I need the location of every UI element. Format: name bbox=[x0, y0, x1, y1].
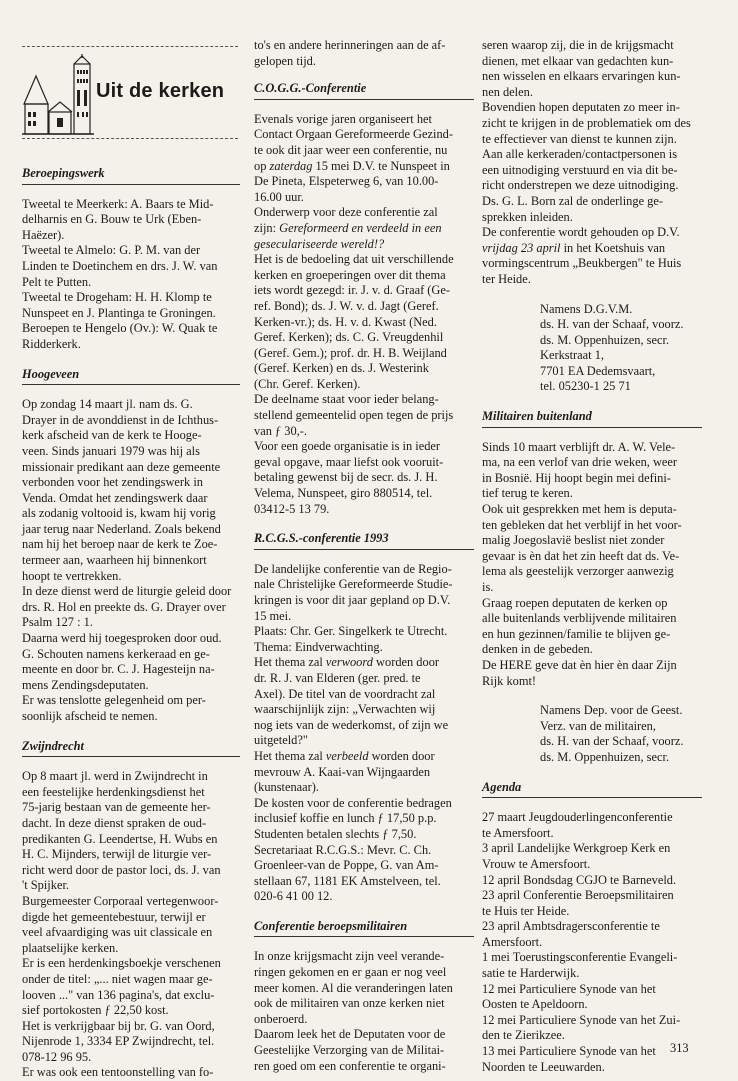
text-line: Groenleer-van de Poppe, G. van Am- bbox=[254, 858, 439, 873]
text-line: veen. Sinds januari 1979 was hij als bbox=[22, 443, 200, 458]
text-line: Amersfoort. bbox=[482, 934, 543, 949]
text-line: 7701 EA Dedemsvaart, bbox=[540, 363, 656, 378]
text-line: 12 april Bondsdag CGJO te Barneveld. bbox=[482, 872, 677, 887]
header-top-rule bbox=[22, 46, 238, 47]
text-line: ren goed om een conferentie te organi- bbox=[254, 1058, 446, 1073]
text-line: 078-12 96 95. bbox=[22, 1049, 92, 1064]
agenda-list bbox=[482, 810, 702, 1075]
text-line: ringen gekomen en er gaan er nog veel bbox=[254, 965, 447, 980]
text-line: termeer aan, waarheen hij binnenkort bbox=[22, 553, 207, 568]
text-line: denken in de gebeden. bbox=[482, 642, 593, 657]
text-line: mevrouw A. Kaai-van Wijngaarden bbox=[254, 764, 431, 779]
text-line: en hun gezinnen/familie te blijven ge- bbox=[482, 626, 671, 641]
heading-beroepingswerk: Beroepingswerk bbox=[22, 166, 240, 185]
beroepsmilitairen-text bbox=[254, 949, 474, 1074]
text-line: 27 maart Jeugdouderlingenconferentie bbox=[482, 810, 673, 825]
text-line: Voor een goede organisatie is in ieder bbox=[254, 439, 441, 454]
text-line: Namens D.G.V.M. bbox=[540, 301, 633, 316]
church-icon bbox=[22, 54, 94, 136]
text-line: kerken en groeperingen over dit thema bbox=[254, 267, 446, 282]
text-line: Contact Orgaan Gereformeerde Gezind- bbox=[254, 127, 453, 142]
text-line: G. Schouten namens kerkeraad en ge- bbox=[22, 646, 210, 661]
text-line: Thema: Eindverwachting. bbox=[254, 639, 383, 654]
text-line: Tweetal te Meerkerk: A. Baars te Mid- bbox=[22, 196, 214, 211]
hoogeveen-text bbox=[22, 397, 240, 724]
text-line: Oosten te Apeldoorn. bbox=[482, 997, 588, 1012]
text-line: Op 8 maart jl. werd in Zwijndrecht in bbox=[22, 769, 208, 784]
text-line: den te Zierikzee. bbox=[482, 1028, 565, 1043]
signature-geestelijke-verzorging bbox=[540, 703, 702, 765]
beroepingswerk-text bbox=[22, 197, 240, 353]
text-line: 1 mei Toerustingsconferentie Evangeli- bbox=[482, 950, 678, 965]
text-line: Er is een herdenkingsboekje verschenen bbox=[22, 956, 221, 971]
text-line: predikanten G. Leendertse, H. Wubs en bbox=[22, 831, 218, 846]
text-line: Noorden te Leeuwarden. bbox=[482, 1059, 605, 1074]
text-line: Geestelijke Verzorging van de Militai- bbox=[254, 1043, 445, 1058]
text-line: Drayer in de avonddienst in de Ichthus- bbox=[22, 412, 219, 427]
text-line: ds. H. van der Schaaf, voorz. bbox=[540, 734, 684, 749]
text-line: In onze krijgsmacht zijn veel verande- bbox=[254, 949, 445, 964]
text-line: Onderwerp voor deze conferentie zal bbox=[254, 205, 438, 220]
text-line: ds. H. van der Schaaf, voorz. bbox=[540, 317, 684, 332]
text-line: 75-jarig bestaan van de gemeente her- bbox=[22, 800, 211, 815]
text-line: malig Joegoslavië beslist niet zonder bbox=[482, 533, 665, 548]
text-line: verbonden voor het zendingswerk in bbox=[22, 475, 203, 490]
text-line: 020-6 41 00 12. bbox=[254, 889, 333, 904]
text-line: 15 mei. bbox=[254, 608, 292, 623]
text-line: 13 mei Particuliere Synode van het bbox=[482, 1044, 656, 1059]
text-line: De kosten voor de conferentie bedragen bbox=[254, 795, 452, 810]
intro-text bbox=[254, 38, 474, 69]
heading-rcgs: R.C.G.S.-conferentie 1993 bbox=[254, 531, 474, 550]
text-line: geval opgave, maar liefst ook vooruit- bbox=[254, 454, 444, 469]
text-line: jaar terug naar Nederland. Zoals bekend bbox=[22, 521, 221, 536]
text-line: satie te Harderwijk. bbox=[482, 966, 580, 981]
text-line: vormingscentrum „Beukbergen" te Huis bbox=[482, 256, 682, 271]
text-line: De Pineta, Elspeterweg 6, van 10.00- bbox=[254, 174, 439, 189]
text-line: te Huis ter Heide. bbox=[482, 903, 570, 918]
page-number: 313 bbox=[670, 1041, 689, 1055]
text-line: 't Spijker. bbox=[22, 878, 69, 893]
text-line: Axel). De titel van de voordracht zal bbox=[254, 686, 436, 701]
text-line: Geref. Kerken); ds. C. G. Vreugdenhil bbox=[254, 330, 444, 345]
text-line: De landelijke conferentie van de Regio- bbox=[254, 561, 452, 576]
signature-dgvm bbox=[540, 302, 702, 396]
column-3 bbox=[482, 38, 702, 1075]
text-line: Het is de bedoeling dat uit verschillende bbox=[254, 252, 454, 267]
text-line: ds. M. Oppenhuizen, secr. bbox=[540, 749, 670, 764]
section-title: Uit de kerken bbox=[96, 80, 225, 102]
text-line: gelopen tijd. bbox=[254, 53, 316, 68]
militairen-buitenland-text bbox=[482, 440, 702, 690]
column-1 bbox=[22, 38, 240, 1081]
text-line: veel afvaardiging was uit classicale en bbox=[22, 925, 213, 940]
text-line: Psalm 127 : 1. bbox=[22, 615, 93, 630]
text-line: dienen, met elkaar van gedachten kun- bbox=[482, 53, 674, 68]
text-line: Studenten betalen slechts ƒ 7,50. bbox=[254, 826, 417, 841]
header-bottom-rule bbox=[22, 138, 238, 139]
text-line: Linden te Doetinchem en drs. J. W. van bbox=[22, 258, 218, 273]
text-line: ref. Bond); ds. J. W. v. d. Jagt (Geref. bbox=[254, 298, 439, 313]
text-line: drs. R. Hol en preekte ds. G. Drayer over bbox=[22, 599, 226, 614]
section-header bbox=[22, 38, 240, 156]
text-line: Ridderkerk. bbox=[22, 336, 81, 351]
text-line: tel. 05230-1 25 71 bbox=[540, 379, 631, 394]
text-line: 3 april Landelijke Werkgroep Kerk en bbox=[482, 841, 671, 856]
text-line: Nunspeet en J. Plantinga te Groningen. bbox=[22, 305, 216, 320]
text-line: ten gebleken dat het verblijf in het voor- bbox=[482, 517, 682, 532]
text-line: mens Zendingsdeputaten. bbox=[22, 677, 149, 692]
text-line: gevaar is èn dat het zin heeft dat ds. Ve- bbox=[482, 548, 680, 563]
heading-cogg: C.O.G.G.-Conferentie bbox=[254, 81, 474, 100]
text-line: Rijk komt! bbox=[482, 673, 537, 688]
text-line: geseculariseerde wereld!? bbox=[254, 236, 385, 251]
text-line: Velema, Nunspeet, giro 880514, tel. bbox=[254, 486, 433, 501]
text-line: waarschijnlijk zijn: „Verwachten wij bbox=[254, 702, 436, 717]
cogg-text bbox=[254, 112, 474, 517]
heading-zwijndrecht: Zwijndrecht bbox=[22, 739, 240, 758]
text-line: een feestelijke herdenkingsdienst het bbox=[22, 784, 205, 799]
rcgs-text bbox=[254, 562, 474, 905]
zwijndrecht-text bbox=[22, 769, 240, 1081]
heading-hoogeveen: Hoogeveen bbox=[22, 367, 240, 386]
text-line: tief terug te keren. bbox=[482, 486, 573, 501]
text-line: De conferentie wordt gehouden op D.V. bbox=[482, 225, 680, 240]
text-line: onder de titel: „... niet wagen maar ge- bbox=[22, 971, 213, 986]
text-line: Beroepen te Hengelo (Ov.): W. Quak te bbox=[22, 321, 218, 336]
text-line: 16.00 uur. bbox=[254, 189, 304, 204]
text-line: lema als geestelijk verzorger aanwezig bbox=[482, 564, 674, 579]
text-line: dacht. In deze dienst spraken de oud- bbox=[22, 815, 207, 830]
text-line: ook de militairen van onze kerken niet bbox=[254, 996, 445, 1011]
text-line: 23 april Ambtsdragersconferentie te bbox=[482, 919, 660, 934]
text-line: inclusief koffie en lunch ƒ 17,50 p.p. bbox=[254, 811, 437, 826]
text-line: plaatselijke kerken. bbox=[22, 940, 119, 955]
text-line: stellend gemeentelid open tegen de prijs bbox=[254, 408, 454, 423]
text-line: ter Heide. bbox=[482, 271, 531, 286]
text-line: Venda. Omdat het zendingswerk daar bbox=[22, 490, 208, 505]
text-line: als zodanig voltooid is, kwam hij vorig bbox=[22, 506, 216, 521]
heading-militairen-buitenland: Militairen buitenland bbox=[482, 409, 702, 428]
text-line: sprekken inleiden. bbox=[482, 209, 573, 224]
text-line: te effectiever van dienst te kunnen zijn. bbox=[482, 131, 677, 146]
text-line: Evenals vorige jaren organiseert het bbox=[254, 111, 432, 126]
text-line: richt onderstrepen we deze uitnodiging. bbox=[482, 178, 679, 193]
text-line: Tweetal te Almelo: G. P. M. van der bbox=[22, 243, 201, 258]
text-line: Nijenrode 1, 3334 EP Zwijndrecht, tel. bbox=[22, 1034, 215, 1049]
text-line: nen wisselen en elkaars ervaringen kun- bbox=[482, 69, 681, 84]
text-line: Secretariaat R.C.G.S.: Mevr. C. Ch. bbox=[254, 842, 432, 857]
text-line: te Amersfoort. bbox=[482, 825, 554, 840]
text-line: (kunstenaar). bbox=[254, 780, 320, 795]
heading-agenda: Agenda bbox=[482, 780, 702, 799]
text-line: 12 mei Particuliere Synode van het bbox=[482, 981, 656, 996]
text-line: in Bosnië. Hij hoopt begin mei defini- bbox=[482, 470, 671, 485]
text-line: seren waarop zij, die in de krijgsmacht bbox=[482, 38, 674, 52]
text-line: van ƒ 30,-. bbox=[254, 423, 307, 438]
text-line: (Geref. Gem.); prof. dr. H. B. Weijland bbox=[254, 345, 447, 360]
text-line: Daarna werd hij toegesproken door oud. bbox=[22, 631, 222, 646]
text-line: 12 mei Particuliere Synode van het Zui- bbox=[482, 1012, 681, 1027]
text-line: Haëzer). bbox=[22, 227, 65, 242]
text-line: Het thema zal verbeeld worden door bbox=[254, 748, 435, 763]
heading-beroepsmilitairen: Conferentie beroepsmilitairen bbox=[254, 919, 474, 938]
text-line: nog iets van de wederkomst, of zijn we bbox=[254, 717, 449, 732]
text-line: Burgemeester Corporaal vertegenwoor- bbox=[22, 893, 219, 908]
text-line: nale Christelijke Gereformeerde Studie- bbox=[254, 577, 453, 592]
text-line: Er was tenslotte gelegenheid om per- bbox=[22, 693, 206, 708]
text-line: Bovendien hopen deputaten zo meer in- bbox=[482, 100, 680, 115]
text-line: De HERE geve dat èn hier èn daar Zijn bbox=[482, 657, 677, 672]
text-line: nam hij het beroep naar de kerk te Zoe- bbox=[22, 537, 218, 552]
text-line: Kerken-vr.); ds. H. v. d. Kwast (Ned. bbox=[254, 314, 437, 329]
text-line: nen delen. bbox=[482, 84, 533, 99]
text-line: 23 april Conferentie Beroepsmilitairen bbox=[482, 888, 674, 903]
text-line: zijn: Gereformeerd en verdeeld in een bbox=[254, 220, 442, 235]
text-line: iets wordt gezegd: ir. J. v. d. Graaf (Ge- bbox=[254, 283, 451, 298]
column-2 bbox=[254, 38, 474, 1074]
text-line: Sinds 10 maart verblijft dr. A. W. Vele- bbox=[482, 439, 676, 454]
text-line: Er was ook een tentoonstelling van fo- bbox=[22, 1065, 214, 1080]
text-line: Ds. G. L. Born zal de onderlinge ge- bbox=[482, 193, 663, 208]
text-line: meer komen. Al die veranderingen laten bbox=[254, 980, 453, 995]
text-line: kerk afscheid van de kerk te Hooge- bbox=[22, 428, 202, 443]
text-line: De deelname staat voor ieder belang- bbox=[254, 392, 439, 407]
text-line: betaling gewenst bij de secr. ds. J. H. bbox=[254, 470, 438, 485]
text-line: Plaats: Chr. Ger. Singelkerk te Utrecht. bbox=[254, 624, 448, 639]
text-line: Pelt te Putten. bbox=[22, 274, 92, 289]
text-line: Verz. van de militairen, bbox=[540, 718, 656, 733]
text-line: meente en door br. C. J. Hagesteijn na- bbox=[22, 662, 215, 677]
text-line: In deze dienst werd de liturgie geleid door bbox=[22, 584, 232, 599]
text-line: uitgeteld?" bbox=[254, 733, 308, 748]
text-line: (Chr. Geref. Kerken). bbox=[254, 376, 361, 391]
text-line: Namens Dep. voor de Geest. bbox=[540, 703, 683, 718]
text-line: Op zondag 14 maart jl. nam ds. G. bbox=[22, 397, 193, 412]
text-line: alle buitenlands verblijvende militairen bbox=[482, 611, 677, 626]
text-line: 03412-5 13 79. bbox=[254, 501, 330, 516]
text-line: stellaan 67, 1181 EK Amstelveen, tel. bbox=[254, 873, 441, 888]
text-line: (Geref. Kerken) en ds. J. Westerink bbox=[254, 361, 429, 376]
text-line: onberoerd. bbox=[254, 1011, 308, 1026]
text-line: to's en andere herinneringen aan de af- bbox=[254, 38, 446, 52]
text-line: looven ..." van 136 pagina's, dat exclu- bbox=[22, 987, 215, 1002]
text-line: hoopt te vertrekken. bbox=[22, 568, 122, 583]
text-line: missionair predikant aan deze gemeente bbox=[22, 459, 221, 474]
text-line: kringen is voor dit jaar gepland op D.V. bbox=[254, 593, 451, 607]
text-line: richt werd door de pastor loci, ds. J. van bbox=[22, 862, 221, 877]
text-line: digde het gemeentebestuur, terwijl er bbox=[22, 909, 206, 924]
text-line: op zaterdag 15 mei D.V. te Nunspeet in bbox=[254, 158, 450, 173]
text-line: Het is verkrijgbaar bij br. G. van Oord, bbox=[22, 1018, 215, 1033]
text-line: is. bbox=[482, 580, 494, 594]
text-line: soonlijk afscheid te nemen. bbox=[22, 709, 158, 723]
text-line: Graag roepen deputaten de kerken op bbox=[482, 595, 668, 610]
text-line: een uitnodiging verstuurd en via dit be- bbox=[482, 162, 678, 177]
text-line: ds. M. Oppenhuizen, secr. bbox=[540, 332, 670, 347]
text-line: Vrouw te Amersfoort. bbox=[482, 856, 591, 871]
text-line: te ook dit jaar weer een conferentie, nu bbox=[254, 142, 448, 157]
text-line: dr. R. J. van Elderen (ger. pred. te bbox=[254, 670, 421, 685]
text-line: zicht te krijgen in de problematiek om des bbox=[482, 115, 691, 130]
text-line: delharnis en G. Bouw te Urk (Eben- bbox=[22, 212, 202, 227]
text-line: Ook uit gesprekken met hem is deputa- bbox=[482, 502, 677, 517]
text-line: H. C. Mijnders, terwijl de liturgie ver- bbox=[22, 847, 212, 862]
text-line: Kerkstraat 1, bbox=[540, 348, 604, 363]
text-line: Het thema zal verwoord worden door bbox=[254, 655, 440, 670]
beroepsmilitairen-continued bbox=[482, 38, 702, 288]
text-line: Daarom leek het de Deputaten voor de bbox=[254, 1027, 446, 1042]
text-line: Tweetal te Drogeham: H. H. Klomp te bbox=[22, 290, 212, 305]
text-line: vrijdag 23 april in het Koetshuis van bbox=[482, 240, 666, 255]
text-line: ma, na een verlof van drie weken, weer bbox=[482, 455, 678, 470]
text-line: sief portokosten ƒ 22,50 kost. bbox=[22, 1003, 169, 1018]
text-line: Aan alle kerkeraden/contactpersonen is bbox=[482, 147, 678, 162]
